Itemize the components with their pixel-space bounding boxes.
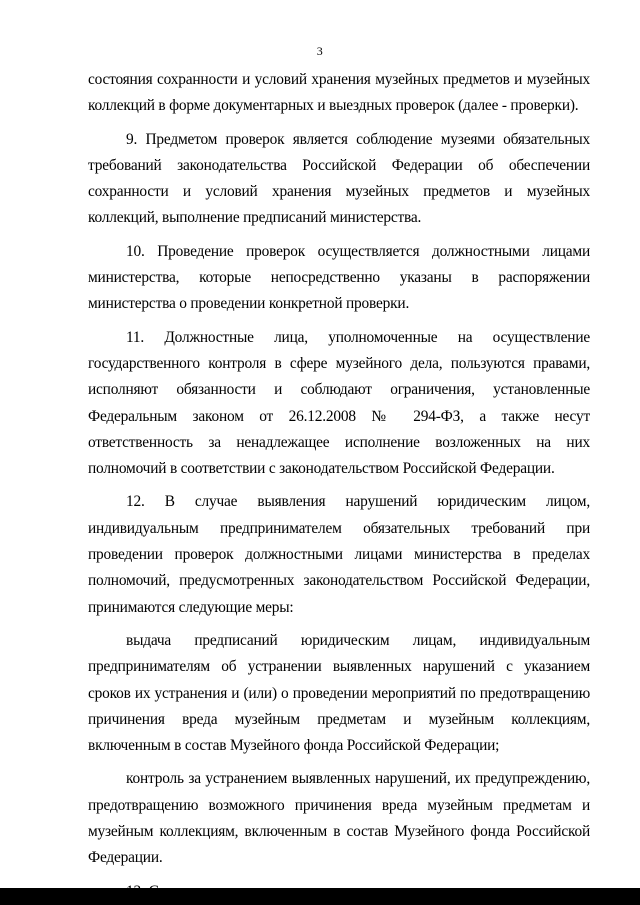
text-line: музейным коллекциям, включенным в состав Музейного фонда Российской [88,823,590,841]
text-line: полномочий в соответствии с законодательством Российской Федерации. [88,460,555,478]
paragraph-first-line: контроль за устранением выявленных нарушений, их предупреждению, [126,770,590,788]
text-line: министерства, которые непосредственно указаны в распоряжении [88,269,590,287]
text-line: министерства о проведении конкретной проверки. [88,295,410,313]
paragraph-first-line: выдача предписаний юридическим лицам, индивидуальным [126,631,590,649]
text-line: сохранности и условий хранения музейных предметов и музейных [88,183,590,201]
paragraph-first-line: 10. Проведение проверок осуществляется должностными лицами [126,242,590,260]
text-line: сроков их устранения и (или) о проведении мероприятий по предотвращению [88,684,590,702]
text-line: включенным в состав Музейного фонда Российской Федерации; [88,737,500,755]
paragraph-gap [88,872,590,879]
text-line: причинения вреда музейным предметам и музейным коллекциям, [88,710,590,728]
text-line: исполняют обязанности и соблюдают ограничения, установленные [88,381,590,399]
paragraph-first-line: 9. Предметом проверок является соблюдение музеями обязательных [126,130,590,148]
paragraph-gap [88,759,590,766]
text-line: коллекций, выполнение предписаний министерства. [88,209,422,227]
text-line: коллекций в форме документарных и выездных проверок (далее - проверки). [88,97,579,115]
scan-bottom-border [0,888,640,905]
document-body [88,67,590,905]
page-number: 3 [316,44,324,58]
text-line: Федеральным законом от 26.12.2008 № 294-ФЗ, а также несут [88,407,590,425]
text-line: состояния сохранности и условий хранения музейных предметов и музейных [88,71,590,88]
text-line: предотвращению возможного причинения вреда музейным предметам и [88,796,590,814]
text-line: требований законодательства Российской Федерации об обеспечении [88,156,590,174]
paragraph-first-line: 11. Должностные лица, уполномоченные на осуществление [126,328,590,346]
paragraph-gap [88,482,590,489]
text-line: ответственность за ненадлежащее исполнение возложенных на них [88,433,590,451]
text-line: индивидуальным предпринимателем обязательных требований при [88,519,590,537]
paragraph-gap [88,621,590,628]
text-line: полномочий, предусмотренных законодательством Российской Федерации, [88,572,590,590]
text-line: проведении проверок должностными лицами министерства в пределах [88,546,590,564]
paragraph-gap [88,232,590,239]
text-line: принимаются следующие меры: [88,598,294,616]
text-line: государственного контроля в сфере музейного дела, пользуются правами, [88,354,590,372]
paragraph-first-line: 12. В случае выявления нарушений юридическим лицом, [126,493,590,511]
text-line: предпринимателям об устранении выявленных нарушений с указанием [88,658,590,676]
text-line: Федерации. [88,849,163,867]
paragraph-gap [88,318,590,325]
paragraph-gap [88,120,590,127]
